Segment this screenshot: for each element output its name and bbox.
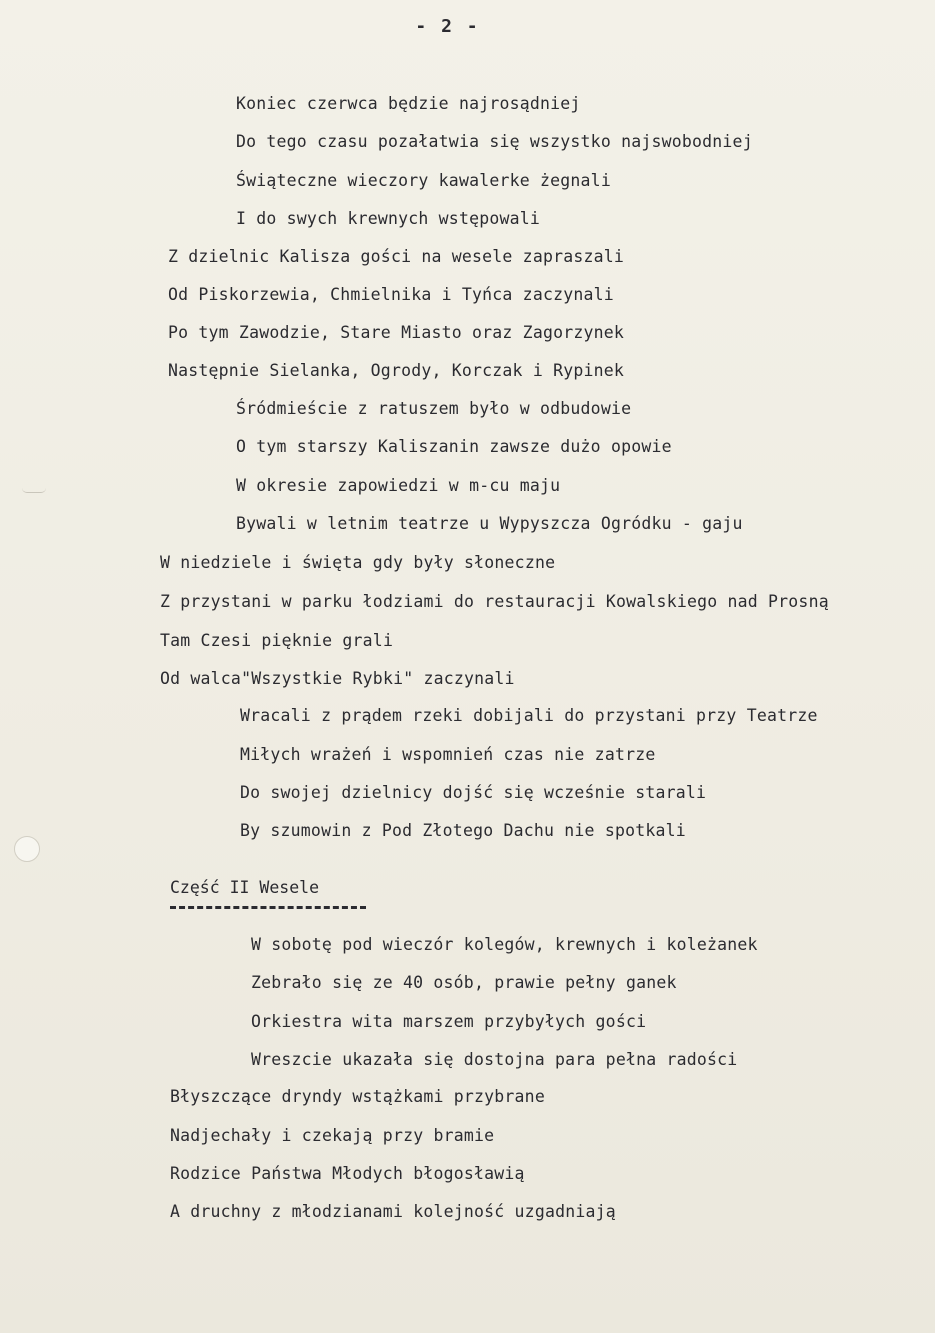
poem-line: By szumowin z Pod Złotego Dachu nie spotkali: [240, 821, 686, 840]
poem-line: W okresie zapowiedzi w m-cu maju: [236, 476, 561, 495]
poem-line: Wracali z prądem rzeki dobijali do przystani przy Teatrze: [240, 706, 818, 725]
heading-underline: [170, 906, 366, 909]
poem-line: Z dzielnic Kalisza gości na wesele zapraszali: [168, 247, 625, 266]
poem-line: Miłych wrażeń i wspomnień czas nie zatrze: [240, 745, 656, 764]
poem-line: W sobotę pod wieczór kolegów, krewnych i koleżanek: [251, 935, 758, 954]
paper-crease-mark: [22, 488, 46, 493]
poem-line: Bywali w letnim teatrze u Wypyszcza Ogródku - gaju: [236, 514, 743, 533]
poem-line: Do tego czasu pozałatwia się wszystko najswobodniej: [236, 132, 753, 151]
punch-hole: [14, 836, 40, 862]
poem-line: A druchny z młodzianami kolejność uzgadniają: [170, 1202, 616, 1221]
poem-line: Tam Czesi pięknie grali: [160, 631, 394, 650]
poem-line: O tym starszy Kaliszanin zawsze dużo opowie: [236, 437, 672, 456]
section-heading: Część II Wesele: [170, 878, 320, 897]
poem-line: Od Piskorzewia, Chmielnika i Tyńca zaczynali: [168, 285, 614, 304]
poem-line: Nadjechały i czekają przy bramie: [170, 1126, 495, 1145]
poem-line: I do swych krewnych wstępowali: [236, 209, 541, 228]
poem-line: Po tym Zawodzie, Stare Miasto oraz Zagorzynek: [168, 323, 625, 342]
poem-line: Orkiestra wita marszem przybyłych gości: [251, 1012, 647, 1031]
page-number: - 2 -: [415, 16, 480, 37]
poem-line: Świąteczne wieczory kawalerke żegnali: [236, 171, 611, 190]
poem-line: Błyszczące dryndy wstążkami przybrane: [170, 1087, 545, 1106]
poem-line: Rodzice Państwa Młodych błogosławią: [170, 1164, 525, 1183]
poem-line: Koniec czerwca będzie najrosądniej: [236, 94, 581, 113]
poem-line: Zebrało się ze 40 osób, prawie pełny ganek: [251, 973, 677, 992]
poem-line: W niedziele i święta gdy były słoneczne: [160, 553, 556, 572]
poem-line: Od walca"Wszystkie Rybki" zaczynali: [160, 669, 515, 688]
poem-line: Z przystani w parku łodziami do restauracji Kowalskiego nad Prosną: [160, 592, 829, 611]
poem-line: Następnie Sielanka, Ogrody, Korczak i Rypinek: [168, 361, 625, 380]
poem-line: Śródmieście z ratuszem było w odbudowie: [236, 399, 632, 418]
poem-line: Wreszcie ukazała się dostojna para pełna radości: [251, 1050, 738, 1069]
poem-line: Do swojej dzielnicy dojść się wcześnie starali: [240, 783, 707, 802]
